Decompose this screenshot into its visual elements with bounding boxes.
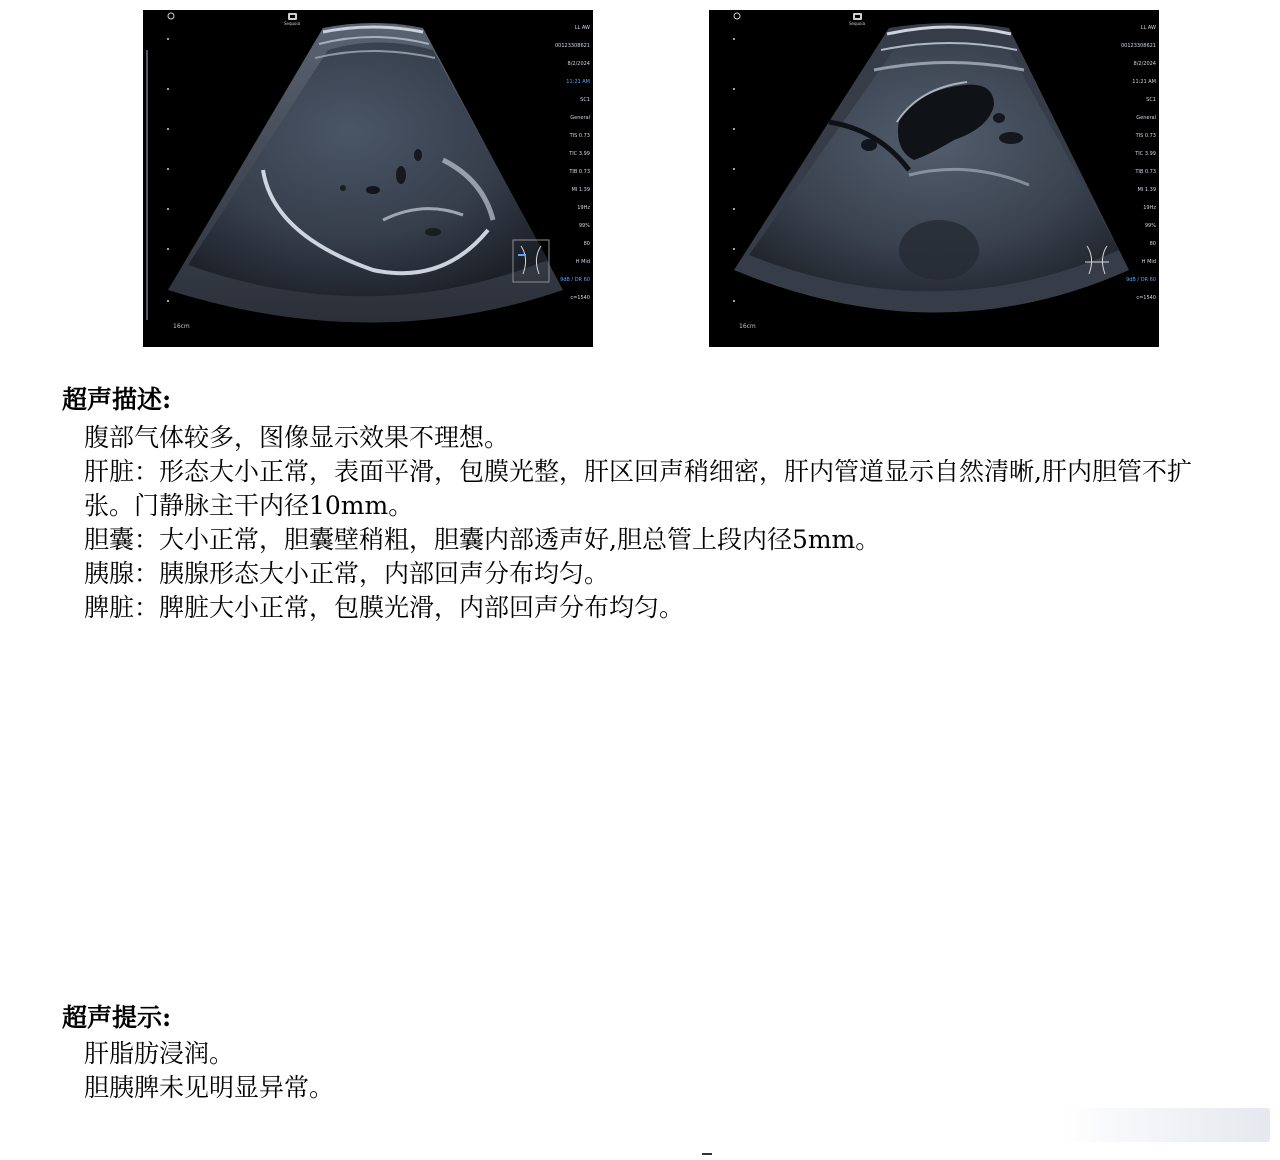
watermark-area — [1060, 1108, 1270, 1142]
scan-overlay-text: LL AW 00123308621 8/2/2024 11:21 AM SC1 General TIS 0.73 TIC 3.99 TIB 0.73 MI 1.39 19Hz 99% 80 H Mid 9dB / DR 60 c=1540 — [1121, 25, 1156, 301]
device-logo: Sequoia — [272, 13, 312, 26]
description-body — [84, 421, 1194, 625]
description-line: 腹部气体较多，图像显示效果不理想。 — [84, 423, 510, 452]
depth-label: 16cm — [739, 323, 756, 330]
conclusion-line: 肝脂肪浸润。 — [84, 1039, 235, 1068]
ultrasound-image-gallbladder — [709, 10, 1159, 347]
device-logo: Sequoia — [837, 13, 877, 26]
description-line: 脾脏：脾脏大小正常，包膜光滑，内部回声分布均匀。 — [84, 593, 685, 622]
description-line: 肝脏：形态大小正常，表面平滑，包膜光整，肝区回声稍细密，肝内管道显示自然清晰,肝内胆管不扩张。门静脉主干内径10mm。 — [84, 457, 1192, 520]
ultrasound-image-liver — [143, 10, 593, 347]
ultrasound-scan — [709, 10, 1159, 347]
description-line: 胰腺：胰腺形态大小正常，内部回声分布均匀。 — [84, 559, 610, 588]
description-line: 胆囊：大小正常，胆囊壁稍粗，胆囊内部透声好,胆总管上段内径5mm。 — [84, 525, 881, 554]
conclusion-line: 胆胰脾未见明显异常。 — [84, 1073, 335, 1102]
conclusion-body — [84, 1037, 1194, 1105]
description-heading: 超声描述: — [62, 385, 172, 414]
page-mark — [702, 1153, 712, 1159]
scan-overlay-text: LL AW 00123308621 8/2/2024 11:21 AM SC1 General TIS 0.73 TIC 3.99 TIB 0.73 MI 1.39 19Hz 99% 80 H Mid 9dB / DR 60 c=1540 — [555, 25, 590, 301]
ultrasound-scan — [143, 10, 593, 347]
conclusion-heading: 超声提示: — [62, 1003, 172, 1032]
depth-label: 16cm — [173, 323, 190, 330]
